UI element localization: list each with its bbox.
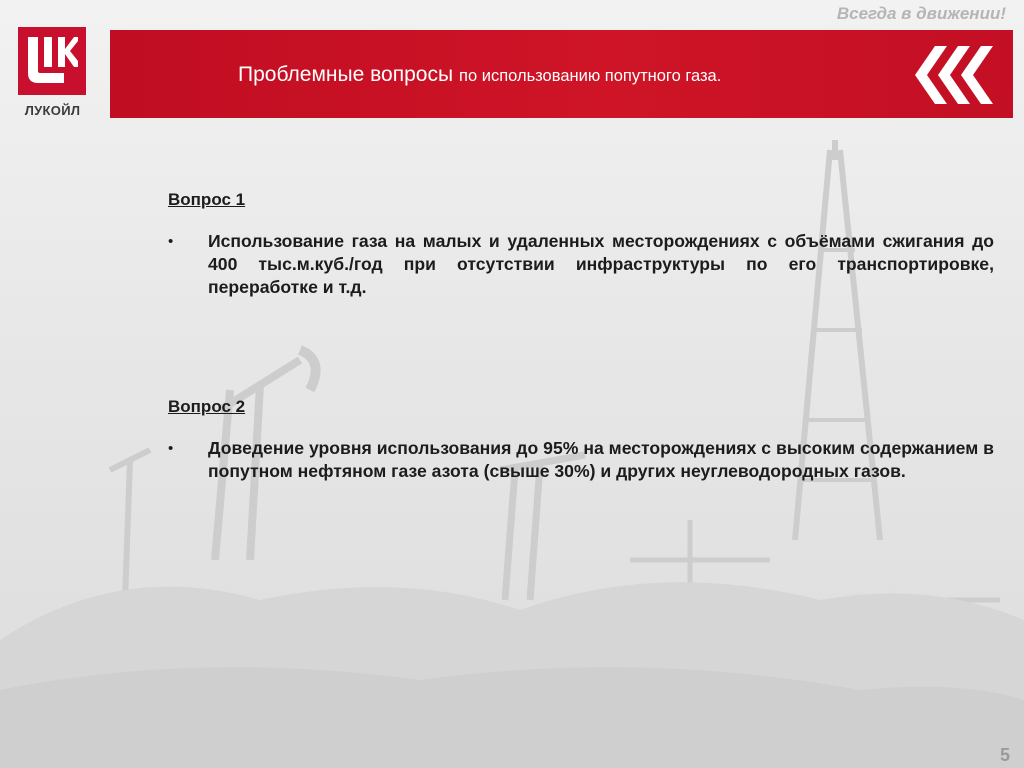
logo-text: ЛУКОЙЛ <box>24 103 81 118</box>
lukoil-logo-icon <box>18 27 86 95</box>
chevrons-icon <box>913 44 995 106</box>
bullet: • <box>168 440 174 457</box>
page-title <box>238 63 721 87</box>
bullet: • <box>168 233 174 250</box>
title-sub: по использованию попутного газа. <box>459 67 722 85</box>
question-heading: Вопрос 2 <box>168 397 246 416</box>
question-heading: Вопрос 1 <box>168 190 246 209</box>
question-text: Использование газа на малых и удаленных месторождениях с объёмами сжигания до 400 тыс.м.куб./год при отсутствии инфраструктуры по его транспортировке, переработке и т.д. <box>208 231 994 297</box>
question-text: Доведение уровня использования до 95% на месторождениях с высоким содержанием в попутном нефтяном газе азота (свыше 30%) и других неуглеводородных газов. <box>208 438 994 481</box>
slogan: Всегда в движении! <box>836 4 1006 23</box>
list-item <box>168 230 994 299</box>
list-item <box>168 437 994 483</box>
question-block-2 <box>168 397 994 483</box>
question-block-1 <box>168 190 994 299</box>
page-number: 5 <box>999 745 1010 765</box>
slide-content <box>168 190 994 483</box>
title-main: Проблемные вопросы <box>238 63 454 86</box>
lukoil-logo <box>10 27 95 119</box>
header-bar <box>110 30 1013 118</box>
